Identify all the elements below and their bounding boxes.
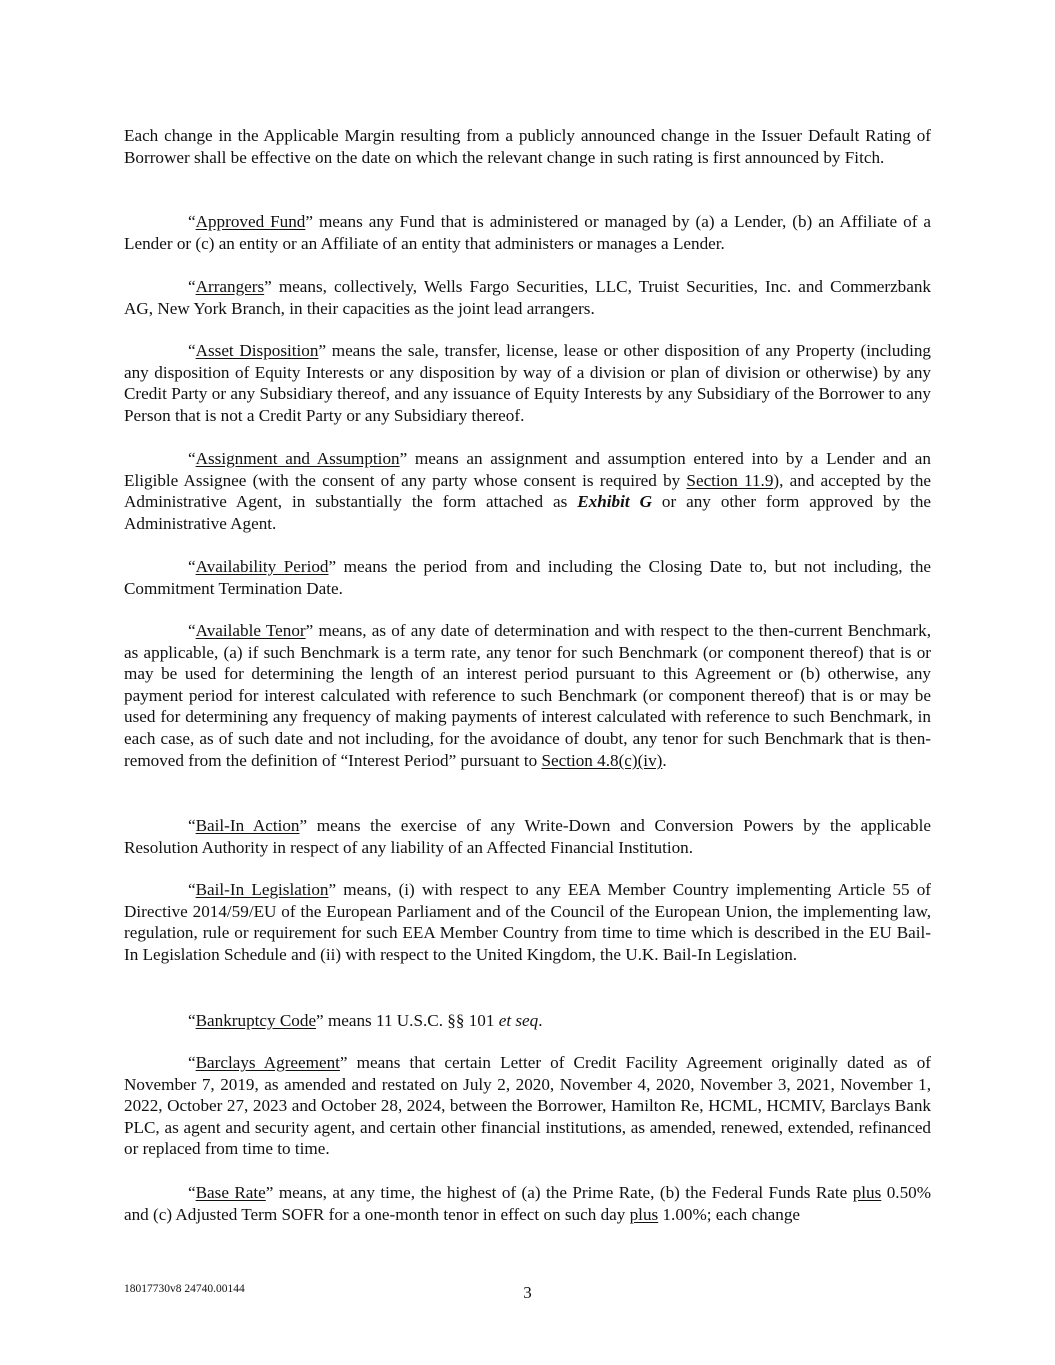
definition-barclays-agreement: “Barclays Agreement” means that certain Letter of Credit Facility Agreement originally dated as of November 7, 2019, as amended and restated on July 2, 2020, November 4, 2020, November 3, 2021, November 1, 2022, October 27, 2023 and October 28, 2024, between the Borrower, Hamilton Re, HCML, HCMIV, Barclays Bank PLC, as agent and security agent, and certain other financial institutions, as amended, renewed, extended, refinanced or replaced from time to time.	[124, 1053, 932, 1159]
definition-bankruptcy-code: “Bankruptcy Code” means 11 U.S.C. §§ 101 et seq.	[188, 1011, 543, 1030]
definition-base-rate: “Base Rate” means, at any time, the highest of (a) the Prime Rate, (b) the Federal Funds Rate plus 0.50% and (c) Adjusted Term SOFR for a one-month tenor in effect on such day plus 1.00%; each change	[124, 1183, 932, 1224]
defined-term: Barclays Agreement	[195, 1053, 340, 1072]
defined-term: Approved Fund	[195, 212, 306, 231]
defined-term: Bail-In Legislation	[195, 880, 329, 899]
defined-term: Bankruptcy Code	[195, 1011, 317, 1030]
exhibit-reference: Exhibit G	[577, 492, 652, 512]
definition-bail-in-legislation: “Bail-In Legislation” means, (i) with respect to any EEA Member Country implementing Article 55 of Directive 2014/59/EU of the European Parliament and of the Council of the European Union, the implementing law, regulation, rule or requirement for such EEA Member Country from time to time which is described in the EU Bail-In Legislation Schedule and (ii) with respect to the United Kingdom, the U.K. Bail-In Legislation.	[124, 880, 931, 964]
latin-phrase: et seq	[498, 1011, 539, 1030]
section-reference: Section 4.8(c)(iv)	[541, 750, 663, 770]
definition-available-tenor: “Available Tenor” means, as of any date of determination and with respect to the then-current Benchmark, as applicable, (a) if such Benchmark is a term rate, any tenor for such Benchmark (or component thereof) that is or may be used for determining the length of an interest period pursuant to this Agreement or (b) otherwise, any payment period for interest calculated with reference to such Benchmark (or component thereof) that is or may be used for determining any frequency of making payments of interest calculated with reference to such Benchmark, in each case, as of such date and not including, for the avoidance of doubt, any tenor for such Benchmark that is then-removed from the definition of “Interest Period” pursuant to Section 4.8(c)(iv).	[124, 621, 931, 770]
document-id: 18017730v8 24740.00144	[124, 1283, 245, 1295]
defined-term: Arrangers	[195, 277, 265, 296]
definition-approved-fund: “Approved Fund” means any Fund that is administered or managed by (a) a Lender, (b) an Affiliate of a Lender or (c) an entity or an Affiliate of an entity that administers or manages a Lender.	[124, 212, 932, 253]
defined-term: Asset Disposition	[195, 341, 319, 360]
plus-term: plus	[629, 1204, 659, 1224]
page-number: 3	[523, 1283, 532, 1302]
defined-term: Availability Period	[195, 557, 329, 576]
plus-term: plus	[852, 1183, 882, 1202]
defined-term: Base Rate	[195, 1183, 266, 1202]
paragraph-applicable-margin-note: Each change in the Applicable Margin resulting from a publicly announced change in the Issuer Default Rating of Borrower shall be effective on the date on which the relevant change in such rating is first announced by Fitch.	[124, 126, 931, 167]
defined-term: Bail-In Action	[195, 816, 300, 835]
section-reference: Section 11.9	[686, 470, 774, 490]
definition-bail-in-action: “Bail-In Action” means the exercise of any Write-Down and Conversion Powers by the applicable Resolution Authority in respect of any liability of an Affected Financial Institution.	[124, 816, 931, 857]
definition-availability-period: “Availability Period” means the period from and including the Closing Date to, but not including, the Commitment Termination Date.	[124, 557, 931, 598]
defined-term: Assignment and Assumption	[195, 449, 400, 468]
definition-arrangers: “Arrangers” means, collectively, Wells Fargo Securities, LLC, Truist Securities, Inc. and Commerzbank AG, New York Branch, in their capacities as the joint lead arrangers.	[124, 277, 931, 318]
definition-asset-disposition: “Asset Disposition” means the sale, transfer, license, lease or other disposition of any Property (including any disposition of Equity Interests or any disposition by way of a division or plan of division or otherwise) by any Credit Party or any Subsidiary thereof, and any issuance of Equity Interests by any Subsidiary of the Borrower to any Person that is not a Credit Party or any Subsidiary thereof.	[124, 341, 931, 425]
defined-term: Available Tenor	[195, 621, 306, 640]
definition-assignment-and-assumption: “Assignment and Assumption” means an assignment and assumption entered into by a Lender and an Eligible Assignee (with the consent of any party whose consent is required by Section 11.9), and accepted by the Administrative Agent, in substantially the form attached as Exhibit G or any other form approved by the Administrative Agent.	[124, 449, 931, 533]
